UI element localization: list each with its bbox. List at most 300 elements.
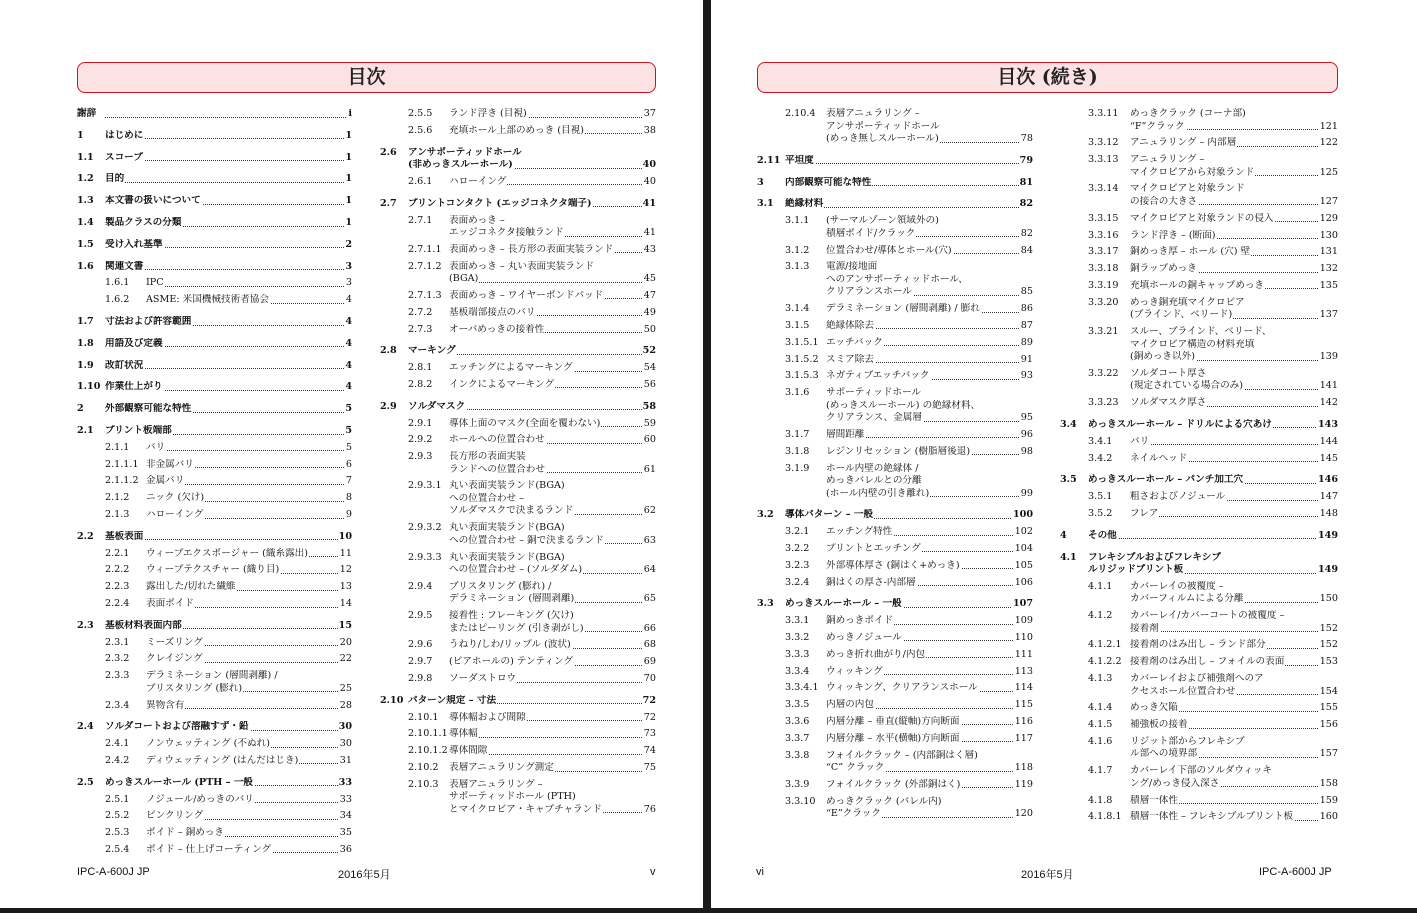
toc-entry[interactable]	[757, 666, 1033, 679]
toc-entry[interactable]	[757, 155, 1033, 168]
toc-entry[interactable]	[380, 434, 656, 447]
toc-entry[interactable]	[757, 303, 1033, 316]
toc-entry-title: オーバめっきの接着性	[449, 323, 545, 335]
toc-page-number: 37	[643, 108, 656, 119]
toc-entry[interactable]	[77, 425, 352, 438]
toc-entry[interactable]	[1060, 581, 1338, 606]
toc-entry[interactable]	[1060, 765, 1338, 790]
footer-page-number: vi	[756, 866, 764, 878]
toc-entry-title: 基板材料表面内部	[105, 619, 182, 631]
toc-page-number: 68	[643, 639, 656, 651]
toc-entry[interactable]	[1060, 639, 1338, 652]
toc-entry[interactable]	[380, 147, 656, 172]
toc-entry[interactable]	[77, 360, 352, 373]
toc-entry[interactable]	[380, 552, 656, 577]
toc-entry[interactable]	[757, 577, 1033, 590]
toc-entry-title: サポーティッドホール	[826, 387, 921, 399]
toc-entry-title: ブリスタリング (膨れ)	[146, 682, 243, 694]
toc-entry-number: 3.1.9	[785, 462, 810, 474]
toc-entry-number: 3.5.2	[1088, 507, 1113, 519]
page-title: 目次	[77, 62, 656, 93]
toc-entry-number: 4.1	[1060, 551, 1077, 563]
toc-entry[interactable]	[757, 215, 1033, 240]
toc-page-number: 1	[345, 217, 352, 228]
toc-entry-title: めっきスルーホール – 一般	[785, 598, 902, 610]
toc-entry[interactable]	[77, 509, 352, 522]
toc-page-number: 74	[643, 745, 656, 757]
toc-page-number: 1	[345, 151, 352, 163]
toc-entry-title: デラミネーション (層間剥離)	[449, 593, 575, 605]
toc-entry[interactable]	[1060, 453, 1338, 466]
toc-entry[interactable]	[1060, 326, 1338, 364]
toc-entry-title: “C” クラック	[826, 762, 885, 773]
toc-entry[interactable]	[1060, 673, 1338, 698]
toc-entry[interactable]	[757, 108, 1033, 146]
toc-page-number: 157	[1319, 748, 1338, 760]
toc-entry-title: ノンウェッティング (不ぬれ)	[146, 738, 270, 750]
toc-entry-number: 3.3.6	[785, 715, 810, 727]
toc-entry-title: マイクロビアから対象ランド	[1130, 166, 1255, 178]
toc-entry[interactable]	[380, 290, 656, 303]
toc-entry-number: 3.1.5.3	[785, 370, 819, 382]
toc-entry-title: クセスホール位置合わせ	[1130, 685, 1236, 697]
toc-entry[interactable]	[380, 324, 656, 337]
toc-entry[interactable]	[757, 796, 1033, 821]
toc-entry[interactable]	[757, 446, 1033, 459]
toc-page-number: 105	[1014, 559, 1033, 571]
dot-leader	[146, 450, 352, 451]
toc-entry-title: カバーレイ下部のソルダウィッキ	[1130, 765, 1273, 777]
toc-entry-title: 内層分離 – 水平(横軸)方向断面	[826, 732, 960, 744]
toc-entry-title: 絶縁体除去	[826, 319, 874, 331]
toc-entry[interactable]	[757, 509, 1033, 522]
toc-entry-title: プリント板端部	[105, 425, 172, 436]
toc-page-number: 7	[345, 475, 352, 487]
toc-entry-title: めっきスルーホール – ドリルによる穴あけ	[1088, 418, 1272, 430]
toc-page-number: 125	[1319, 166, 1338, 178]
toc-entry[interactable]	[757, 526, 1033, 539]
toc-entry[interactable]	[77, 381, 352, 394]
footer-document-id: IPC-A-600J JP	[1259, 866, 1332, 878]
toc-page-number: 1	[345, 129, 352, 141]
toc-page-number: 145	[1319, 452, 1338, 464]
toc-entry-title: スルー、ブラインド、ベリード、	[1130, 326, 1272, 337]
toc-entry-title: カバーレイの被覆度 –	[1130, 580, 1224, 592]
toc-entry-title: “F”クラック	[1130, 120, 1185, 132]
toc-entry[interactable]	[1060, 108, 1338, 133]
toc-entry-title: 粗さおよびノジュール	[1130, 491, 1226, 503]
toc-entry[interactable]	[77, 548, 352, 561]
toc-page-left	[0, 0, 703, 913]
toc-entry-number: 2.5.1	[105, 793, 130, 805]
toc-page-number: 144	[1319, 435, 1338, 447]
toc-entry[interactable]	[380, 345, 656, 358]
toc-page-number: 139	[1319, 351, 1338, 362]
toc-entry[interactable]	[77, 564, 352, 577]
toc-page-number: 93	[1020, 370, 1033, 382]
toc-entry[interactable]	[77, 130, 352, 143]
toc-page-number: 33	[338, 776, 352, 788]
toc-page-number: 96	[1020, 428, 1033, 440]
toc-entry[interactable]	[1060, 397, 1338, 410]
toc-entry-number: 3.3.12	[1088, 137, 1119, 149]
toc-entry-number: 4	[1060, 529, 1067, 541]
toc-entry[interactable]	[1060, 719, 1338, 732]
toc-entry-title: 異物含有	[146, 699, 185, 711]
toc-entry-number: 2.2	[77, 530, 94, 542]
toc-page-number: 5	[345, 403, 352, 415]
toc-page-number: 28	[339, 699, 352, 711]
toc-entry[interactable]	[380, 379, 656, 392]
toc-entry[interactable]	[1060, 436, 1338, 449]
toc-entry[interactable]	[77, 598, 352, 611]
toc-entry-title: ネイルヘッド	[1130, 452, 1188, 464]
toc-entry-number: 3.3	[757, 598, 774, 610]
toc-entry-title: 表面めっき –	[449, 214, 505, 226]
toc-entry[interactable]	[77, 217, 352, 230]
dot-leader	[785, 163, 1033, 164]
toc-page-number: 155	[1319, 702, 1338, 714]
toc-entry[interactable]	[757, 682, 1033, 695]
toc-entry[interactable]	[1060, 491, 1338, 504]
toc-entry[interactable]	[757, 750, 1033, 775]
toc-entry[interactable]	[77, 239, 352, 252]
toc-entry[interactable]	[77, 492, 352, 505]
toc-entry[interactable]	[77, 261, 352, 274]
toc-entry[interactable]	[380, 712, 656, 725]
toc-entry-number: 2.9.3	[408, 451, 433, 463]
toc-entry-number: 2.7.1.1	[408, 243, 442, 255]
toc-entry[interactable]	[77, 294, 352, 307]
toc-entry[interactable]	[380, 522, 656, 547]
toc-entry[interactable]	[380, 244, 656, 257]
toc-page-number: 117	[1014, 732, 1033, 744]
toc-entry[interactable]	[77, 700, 352, 713]
toc-entry[interactable]	[77, 620, 352, 633]
toc-entry[interactable]	[380, 779, 656, 817]
toc-entry-number: 4.1.7	[1088, 765, 1113, 777]
footer-document-id: IPC-A-600J JP	[77, 866, 150, 878]
toc-entry-title: エッチバック	[826, 336, 883, 348]
toc-entry-title: ング/めっき侵入深さ	[1130, 777, 1220, 789]
toc-entry-number: 3.1.6	[785, 387, 810, 399]
toc-entry[interactable]	[77, 403, 352, 416]
toc-entry[interactable]	[1060, 154, 1338, 179]
toc-entry[interactable]	[77, 152, 352, 165]
toc-entry[interactable]	[1060, 656, 1338, 669]
toc-entry[interactable]	[380, 418, 656, 431]
toc-entry-title: 表面ボイド	[146, 598, 194, 609]
toc-entry[interactable]	[77, 637, 352, 650]
toc-entry-number: 2.9	[380, 400, 397, 412]
toc-entry[interactable]	[380, 639, 656, 652]
toc-page-number: 13	[339, 581, 352, 593]
toc-entry-title: アニュラリング –	[1130, 154, 1205, 166]
toc-entry[interactable]	[77, 338, 352, 351]
toc-entry[interactable]	[1060, 736, 1338, 761]
toc-entry-title: 導体上面のマスク(全面を覆わない)	[449, 417, 601, 429]
toc-entry[interactable]	[380, 362, 656, 375]
toc-entry[interactable]	[380, 762, 656, 775]
toc-entry-title: ASME: 米国機械技術者協会	[146, 294, 269, 306]
toc-entry-title: フォイルクラック (外部銅はく)	[826, 778, 961, 790]
toc-entry-title: ソルダコート厚さ	[1130, 367, 1207, 379]
toc-entry[interactable]	[77, 108, 352, 121]
toc-entry[interactable]	[380, 176, 656, 189]
toc-entry-number: 3	[757, 176, 764, 188]
toc-entry-title: ル部への境界部	[1130, 748, 1198, 760]
toc-entry-number: 1	[77, 129, 84, 141]
toc-entry[interactable]	[757, 387, 1033, 425]
toc-entry-number: 3.3.11	[1088, 108, 1119, 119]
toc-entry[interactable]	[757, 716, 1033, 729]
toc-entry-title: 内部観察可能な特性	[785, 176, 872, 188]
toc-entry-number: 3.5.1	[1088, 491, 1113, 503]
toc-page-number: 116	[1014, 715, 1033, 727]
toc-entry-title: エッチング特性	[826, 526, 893, 538]
toc-entry-number: 2.11	[757, 154, 781, 166]
toc-entry-title: 基板表面	[105, 530, 144, 542]
toc-entry-number: 2.7	[380, 197, 397, 209]
toc-entry[interactable]	[380, 728, 656, 741]
toc-entry[interactable]	[380, 695, 656, 708]
toc-entry[interactable]	[380, 108, 656, 121]
toc-page-number: 99	[1020, 487, 1033, 499]
toc-entry-number: 3.3.2	[785, 631, 810, 643]
toc-entry[interactable]	[757, 699, 1033, 712]
toc-entry-title: 導体間隙	[449, 745, 488, 757]
toc-entry[interactable]	[1060, 702, 1338, 715]
toc-page-number: 72	[642, 694, 656, 706]
toc-entry-number: 2.10	[380, 694, 404, 706]
toc-entry[interactable]	[380, 198, 656, 211]
toc-entry[interactable]	[380, 480, 656, 518]
toc-entry[interactable]	[757, 615, 1033, 628]
toc-entry-title: レジンリセッション (樹脂層後退)	[826, 445, 971, 457]
toc-entry-title: 受け入れ基準	[105, 238, 163, 250]
toc-entry[interactable]	[757, 354, 1033, 367]
toc-page-number: 141	[1319, 380, 1338, 392]
toc-entry-title: への位置合わせ – 銅で決まるランド	[449, 534, 604, 546]
toc-entry[interactable]	[1060, 230, 1338, 243]
toc-entry-number: 1.3	[77, 195, 94, 207]
toc-entry-title: (規定されている場合のみ)	[1130, 380, 1244, 392]
toc-entry[interactable]	[1060, 610, 1338, 635]
toc-entry[interactable]	[1060, 795, 1338, 808]
toc-entry[interactable]	[380, 215, 656, 240]
toc-entry[interactable]	[77, 173, 352, 186]
toc-entry-title: うねり/しわ/リップル (波状)	[449, 639, 571, 651]
toc-entry[interactable]	[77, 755, 352, 768]
toc-entry[interactable]	[757, 543, 1033, 556]
toc-entry[interactable]	[77, 581, 352, 594]
toc-entry[interactable]	[1060, 552, 1338, 577]
toc-entry-number: 3.3.13	[1088, 154, 1119, 166]
toc-page-number: 45	[643, 273, 656, 285]
toc-entry[interactable]	[1060, 137, 1338, 150]
dot-leader	[146, 286, 352, 287]
toc-entry[interactable]	[1060, 508, 1338, 521]
toc-page-number: 12	[339, 564, 352, 576]
toc-entry-title: ソルダマスク	[408, 400, 466, 412]
toc-entry[interactable]	[77, 777, 352, 790]
toc-entry-title: めっきクラック (コーナ部)	[1130, 108, 1246, 119]
toc-entry-number: 1.9	[77, 359, 94, 371]
toc-entry-title: 層間距離	[826, 428, 865, 440]
toc-entry-number: 2.7.3	[408, 323, 433, 335]
toc-entry-number: 3.3.8	[785, 749, 810, 761]
dot-leader	[1130, 516, 1338, 517]
toc-page-number: 58	[642, 400, 656, 412]
toc-entry[interactable]	[757, 733, 1033, 746]
toc-entry[interactable]	[1060, 419, 1338, 432]
toc-entry[interactable]	[757, 632, 1033, 645]
toc-entry[interactable]	[757, 560, 1033, 573]
toc-entry[interactable]	[757, 261, 1033, 299]
toc-page-number: 160	[1319, 811, 1338, 823]
toc-entry[interactable]	[77, 810, 352, 823]
toc-entry[interactable]	[77, 195, 352, 208]
toc-entry-number: 2.2.3	[105, 581, 130, 593]
toc-page-number: 6	[345, 458, 352, 470]
toc-entry-title: 丸い表面実装ランド(BGA)	[449, 551, 565, 563]
toc-entry-title: への位置合わせ – (ソルダダム)	[449, 564, 583, 575]
toc-entry-number: 2.10.2	[408, 762, 439, 773]
toc-page-number: 98	[1020, 445, 1033, 457]
toc-page-number: 40	[642, 159, 656, 171]
toc-page-number: 47	[643, 289, 656, 301]
toc-entry-title: 接着剤のはみ出し – フォイルの表面	[1130, 656, 1285, 668]
toc-entry-number: 3.3.17	[1088, 246, 1119, 258]
toc-entry[interactable]	[1060, 183, 1338, 208]
toc-entry-number: 2.1.3	[105, 509, 130, 520]
toc-page-number: 82	[1019, 198, 1033, 210]
toc-entry[interactable]	[757, 463, 1033, 501]
toc-page-number: 131	[1319, 246, 1338, 258]
toc-entry-number: 3.2.1	[785, 526, 810, 538]
toc-entry-title: (サーマルゾーン領域外の)	[826, 215, 939, 227]
toc-page-number: 87	[1020, 319, 1033, 331]
toc-entry-number: 2.9.3.1	[408, 480, 442, 492]
toc-page-number: 4	[345, 359, 352, 371]
toc-entry-number: 4.1.4	[1088, 702, 1113, 714]
toc-entry[interactable]	[77, 844, 352, 857]
toc-entry[interactable]	[77, 475, 352, 488]
toc-entry[interactable]	[757, 598, 1033, 611]
toc-entry[interactable]	[77, 670, 352, 695]
toc-entry[interactable]	[77, 459, 352, 472]
toc-entry[interactable]	[1060, 213, 1338, 226]
toc-entry[interactable]	[1060, 530, 1338, 543]
toc-page-number: 65	[643, 593, 656, 605]
toc-entry[interactable]	[380, 745, 656, 758]
toc-entry[interactable]	[1060, 368, 1338, 393]
toc-entry[interactable]	[1060, 280, 1338, 293]
toc-page-number: 61	[643, 463, 656, 475]
toc-entry[interactable]	[380, 656, 656, 669]
toc-page-number: 114	[1014, 682, 1033, 694]
toc-entry-number: 2.5.2	[105, 810, 130, 822]
toc-entry[interactable]	[77, 277, 352, 290]
toc-entry-number: 2.3	[77, 619, 94, 631]
toc-entry[interactable]	[1060, 246, 1338, 259]
toc-entry[interactable]	[380, 261, 656, 286]
toc-entry[interactable]	[380, 581, 656, 606]
toc-entry[interactable]	[77, 738, 352, 751]
toc-entry[interactable]	[77, 531, 352, 544]
toc-page-number: 2	[345, 238, 352, 250]
toc-entry-title: ルリジッドプリント板	[1088, 564, 1184, 575]
toc-entry-number: 4.1.8	[1088, 794, 1113, 806]
toc-entry[interactable]	[1060, 297, 1338, 322]
toc-entry[interactable]	[77, 794, 352, 807]
toc-entry[interactable]	[757, 245, 1033, 258]
toc-entry[interactable]	[77, 827, 352, 840]
toc-entry-title: ソルダマスク厚さ	[1130, 397, 1207, 409]
toc-entry-title: ソルダマスクで決まるランド	[449, 505, 574, 517]
toc-page-number: 25	[339, 682, 352, 694]
toc-entry[interactable]	[77, 316, 352, 329]
toc-entry-number: 謝辞	[77, 108, 97, 119]
toc-entry-number: 3.1	[757, 198, 774, 210]
toc-entry-number: 3.3.22	[1088, 367, 1119, 379]
toc-page-number: 85	[1020, 286, 1033, 298]
toc-entry[interactable]	[757, 198, 1033, 211]
toc-entry[interactable]	[77, 442, 352, 455]
toc-entry-title: 接着性 : フレーキング (欠け)	[449, 610, 574, 622]
toc-page-number: 52	[642, 345, 656, 357]
toc-entry[interactable]	[380, 401, 656, 414]
toc-entry-title: クリアランスホール	[826, 286, 912, 298]
toc-entry-title: めっきノジュール	[826, 631, 902, 643]
toc-entry[interactable]	[757, 779, 1033, 792]
toc-entry[interactable]	[757, 320, 1033, 333]
toc-entry[interactable]	[1060, 811, 1338, 824]
toc-entry[interactable]	[757, 177, 1033, 190]
toc-entry-title: 接着剤	[1130, 622, 1159, 634]
toc-entry[interactable]	[757, 649, 1033, 662]
toc-entry[interactable]	[1060, 263, 1338, 276]
toc-entry[interactable]	[1060, 474, 1338, 487]
toc-entry[interactable]	[757, 370, 1033, 383]
toc-entry[interactable]	[380, 307, 656, 320]
toc-entry-number: 1.4	[77, 217, 94, 228]
toc-entry-number: 1.10	[77, 381, 101, 393]
toc-page-number: 107	[1012, 598, 1033, 610]
toc-page-number: 54	[643, 362, 656, 374]
toc-entry-title: 位置合わせ/導体とホール(穴)	[826, 244, 952, 256]
toc-entry[interactable]	[380, 451, 656, 476]
toc-entry-title: 長方形の表面実装	[449, 451, 526, 463]
toc-entry-title: めっき銅充填マイクロビア	[1130, 296, 1245, 308]
toc-page-number: 59	[643, 417, 656, 429]
toc-entry-number: 2.9.1	[408, 417, 433, 429]
toc-entry[interactable]	[757, 337, 1033, 350]
toc-entry[interactable]	[380, 673, 656, 686]
toc-entry-title: スミア除去	[826, 353, 874, 365]
toc-entry[interactable]	[757, 429, 1033, 442]
toc-page-number: 50	[643, 323, 656, 335]
toc-entry[interactable]	[380, 125, 656, 138]
toc-entry-number: 3.3.20	[1088, 296, 1119, 308]
toc-entry[interactable]	[77, 653, 352, 666]
toc-page-number: 153	[1319, 656, 1338, 668]
toc-entry[interactable]	[77, 721, 352, 734]
toc-entry-title: ソルダコートおよび溶融すず・鉛	[105, 721, 249, 733]
toc-entry-title: めっきバレルとの分離	[826, 475, 922, 486]
toc-entry[interactable]	[380, 610, 656, 635]
toc-page-number: 75	[643, 762, 656, 773]
